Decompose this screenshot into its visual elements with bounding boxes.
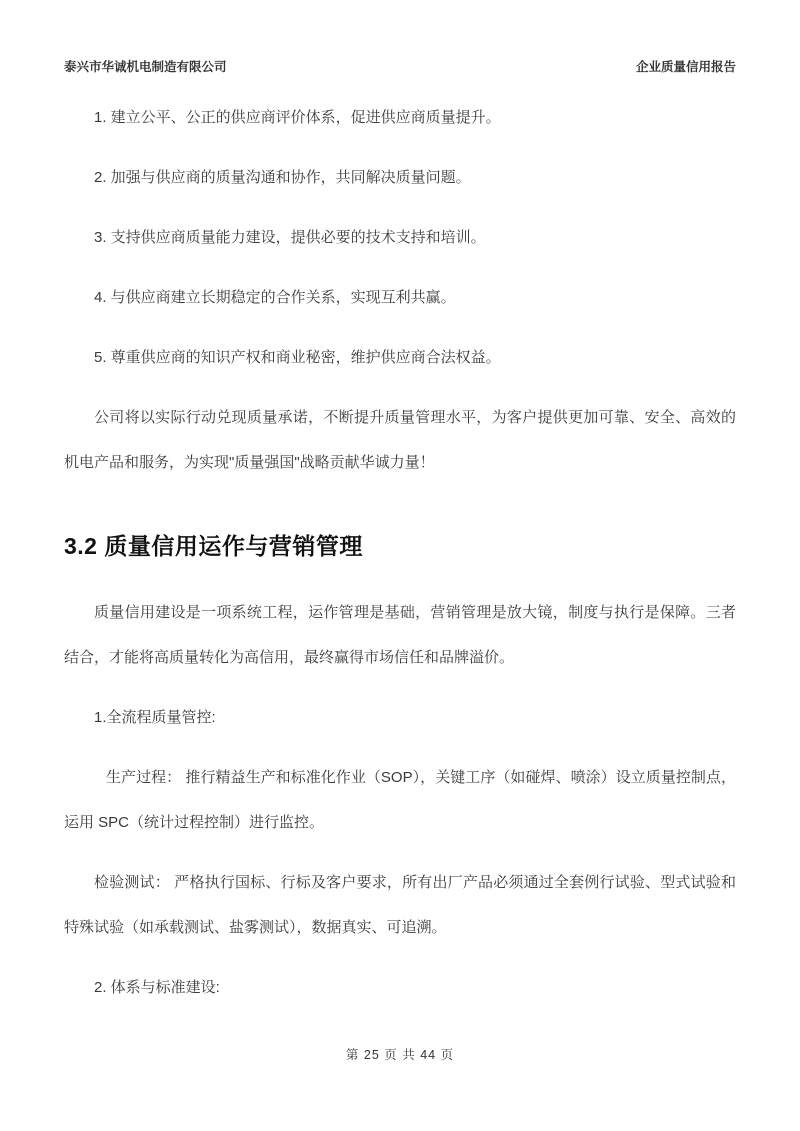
list-item: 1. 建立公平、公正的供应商评价体系，促进供应商质量提升。 [94, 109, 501, 126]
page-header [0, 0, 800, 75]
section-heading: 3.2 质量信用运作与营销管理 [64, 533, 363, 559]
closing-paragraph: 公司将以实际行动兑现质量承诺，不断提升质量管理水平，为客户提供更加可靠、安全、高效的机电产品和服务，为实现"质量强国"战略贡献华诚力量！ [64, 409, 736, 471]
sub-label-system-standards: 2. 体系与标准建设: [94, 979, 220, 996]
header-report-title: 企业质量信用报告 [635, 60, 736, 74]
page-footer [0, 1045, 800, 1063]
sub-label-quality-control: 1.全流程质量管控: [94, 709, 216, 726]
header-company-name: 泰兴市华诚机电制造有限公司 [64, 60, 227, 74]
list-item: 4. 与供应商建立长期稳定的合作关系，实现互利共赢。 [94, 289, 456, 306]
section-intro-paragraph: 质量信用建设是一项系统工程，运作管理是基础，营销管理是放大镜，制度与执行是保障。三者结合，才能将高质量转化为高信用，最终赢得市场信任和品牌溢价。 [64, 604, 736, 666]
inspection-testing-paragraph: 检验测试： 严格执行国标、行标及客户要求，所有出厂产品必须通过全套例行试验、型式试验和特殊试验（如承载测试、盐雾测试），数据真实、可追溯。 [64, 874, 736, 936]
list-item: 3. 支持供应商质量能力建设，提供必要的技术支持和培训。 [94, 229, 486, 246]
page-content [0, 95, 800, 1010]
page-number-indicator: 第 25 页 共 44 页 [345, 1048, 455, 1062]
supplier-commitment-list [64, 95, 736, 380]
list-item: 5. 尊重供应商的知识产权和商业秘密，维护供应商合法权益。 [94, 349, 501, 366]
production-process-paragraph: 生产过程： 推行精益生产和标准化作业（SOP），关键工序（如碰焊、喷涂）设立质量控制点，运用 SPC（统计过程控制）进行监控。 [64, 769, 736, 831]
list-item: 2. 加强与供应商的质量沟通和协作，共同解决质量问题。 [94, 169, 471, 186]
